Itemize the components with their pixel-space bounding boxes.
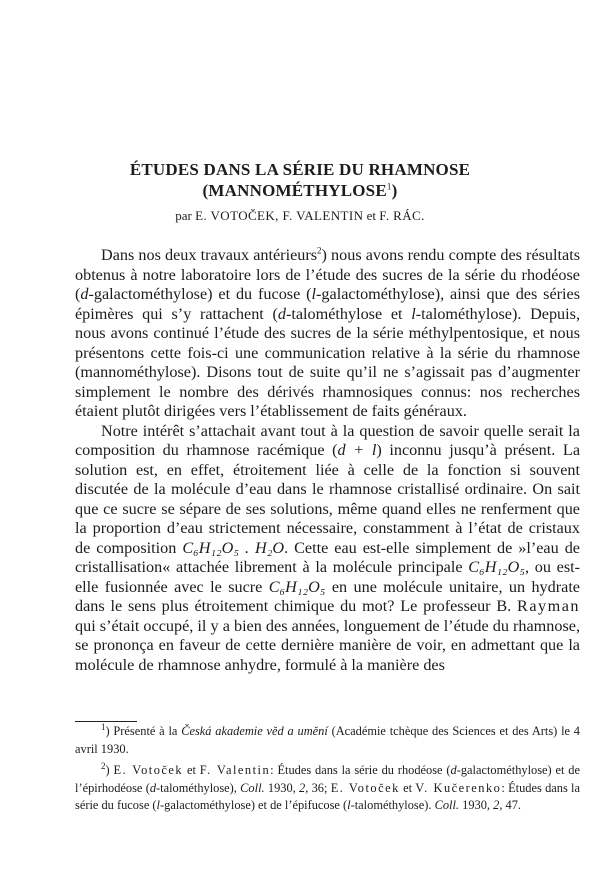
p1-text: -galactométhylose) et du fucose ( — [88, 285, 312, 303]
fn-text: 1930, — [459, 798, 494, 812]
fn-italic: l — [347, 798, 351, 812]
fn-text: ) — [105, 763, 114, 777]
fn-author: V. Kučerenko — [415, 780, 502, 795]
title-footnote-marker: 1 — [386, 181, 392, 192]
p2-text: Notre intérêt s’attachait avant tout à la question de savoir quelle serait la composition du rhamnose racémique ( — [75, 421, 580, 459]
title-text-2: (MANNOMÉTHYLOSE — [202, 181, 387, 200]
p2-text: , ou est-elle fusionnée avec le sucre — [75, 558, 581, 596]
p1-text: -talométhylose). Depuis, nous avons continué l’étude des sucres de la série méthylpentosique, et nous présentons cette fois-ci une communication relative à la série du rhamnose (mannométhylose). Disons tout de suite qu’il ne s’agissait pas d’augmenter simplement le nombre des dérivés rhamnosiques connus: nos recherches étaient plutôt dirigées vers l’établissement de faits généraux. — [75, 304, 580, 420]
byline-authors-b: F. RÁC. — [379, 208, 425, 223]
p1-italic: d — [80, 285, 89, 303]
footnote-2 — [75, 762, 580, 815]
fn-italic: d — [450, 763, 457, 777]
person-name: Rayman — [517, 597, 580, 615]
author-byline — [0, 208, 600, 224]
formula: C₆H₁₂O₅ . H₂O — [182, 538, 285, 557]
fn-text: : Études dans la série du fucose ( — [75, 780, 580, 812]
p1-text: -talométhylose et — [285, 304, 412, 323]
fn-text: -talométhylose), — [156, 780, 241, 795]
fn-text: 1930, — [264, 780, 300, 795]
body-text — [75, 246, 580, 675]
fn-author: F. Valentin — [199, 763, 271, 777]
p2-text: ) inconnu jusqu’à présent. La solution est, en effet, étroitement liée à celle de la fonction si souvent discutée de la molécule d’eau dans le rhamnose cristallisé ordinaire. On sait que ce sucre se sépare de ses solutions, même quand elles ne renferment que la proportion d’eau strictement nécessaire, constamment à l’état de cristaux de composition — [75, 441, 581, 557]
fn-text: et — [183, 763, 200, 777]
fn-author: E. Votoček — [330, 780, 400, 795]
fn-italic: 2 — [299, 780, 306, 795]
fn-italic: Coll. — [240, 780, 265, 795]
footnote-marker: 2 — [101, 760, 106, 771]
article-title-line-2 — [0, 181, 600, 201]
footnote-1 — [75, 723, 580, 758]
footnotes — [75, 723, 580, 819]
paragraph-2 — [75, 422, 580, 676]
byline-conj: et — [366, 208, 377, 223]
p1-text: ) nous avons rendu compte des résultats obtenus à notre laboratoire lors de l’étude des sucres de la série du rhodéose ( — [75, 246, 581, 303]
footnote-marker: 1 — [101, 721, 106, 732]
byline-authors-a: E. VOTOČEK, F. VALENTIN — [195, 208, 364, 223]
fn-author: E. Votoček — [113, 763, 184, 777]
fn-text: -talométhylose). — [350, 798, 435, 812]
p1-italic: d — [277, 304, 286, 323]
fn-italic: Coll. — [434, 798, 460, 812]
p2-text: qui s’était occupé, il y a bien des années, longuement de l’étude du rhamnose, se prononça en faveur de cette dernière manière de voir, en admettant que la molécule de rhamnose anhydre, formulé à la manière des — [75, 616, 580, 674]
p2-text: . Cette eau est-elle simplement de »l’eau de cristallisation« attachée librement à la molécule principale — [75, 538, 580, 576]
fn-italic: 2 — [493, 798, 500, 812]
fn-text: ) Présenté à la — [105, 724, 182, 738]
fn-text: , 36; — [305, 780, 331, 795]
fn-text: -galactométhylose) et de l’épifucose ( — [160, 798, 348, 812]
paragraph-1 — [75, 246, 580, 422]
fn-text: (Académie tchèque des Sciences et des Arts) le 4 avril 1930. — [75, 724, 581, 756]
formula: C₆H₁₂O₅ — [468, 558, 525, 576]
title-text-2-end: ) — [391, 181, 398, 200]
fn-italic: d — [149, 780, 157, 795]
fn-text: , 47. — [499, 798, 521, 812]
fn-text: -galactométhylose) et de l’épirhodéose ( — [75, 763, 580, 795]
fn-text: : Études dans la série du rhodéose ( — [270, 763, 451, 777]
p1-italic: l — [311, 285, 317, 303]
article-title-line-1 — [0, 160, 600, 180]
footnote-separator — [75, 721, 137, 722]
p2-text: en une molécule unitaire, un hydrate dans le sens plus étroitement chimique du mot? Le professeur B. — [75, 577, 580, 615]
title-text-1: ÉTUDES DANS LA SÉRIE DU RHAMNOSE — [129, 160, 471, 179]
fn-italic: l — [156, 798, 160, 812]
p1-text: Dans nos deux travaux antérieurs — [101, 246, 318, 264]
fn-italic: Česká akademie věd a umění — [181, 724, 328, 738]
p1-text: -galactométhylose), ainsi que des séries épimères qui s’y rattachent ( — [75, 285, 580, 323]
footnote-ref-2: 2 — [317, 245, 322, 256]
byline-prefix: par — [175, 208, 192, 223]
p1-italic: l — [411, 304, 416, 323]
formula: C₆H₁₂O₅ — [268, 577, 326, 596]
fn-text: et — [399, 780, 416, 795]
p2-italic: d + l — [337, 441, 377, 459]
